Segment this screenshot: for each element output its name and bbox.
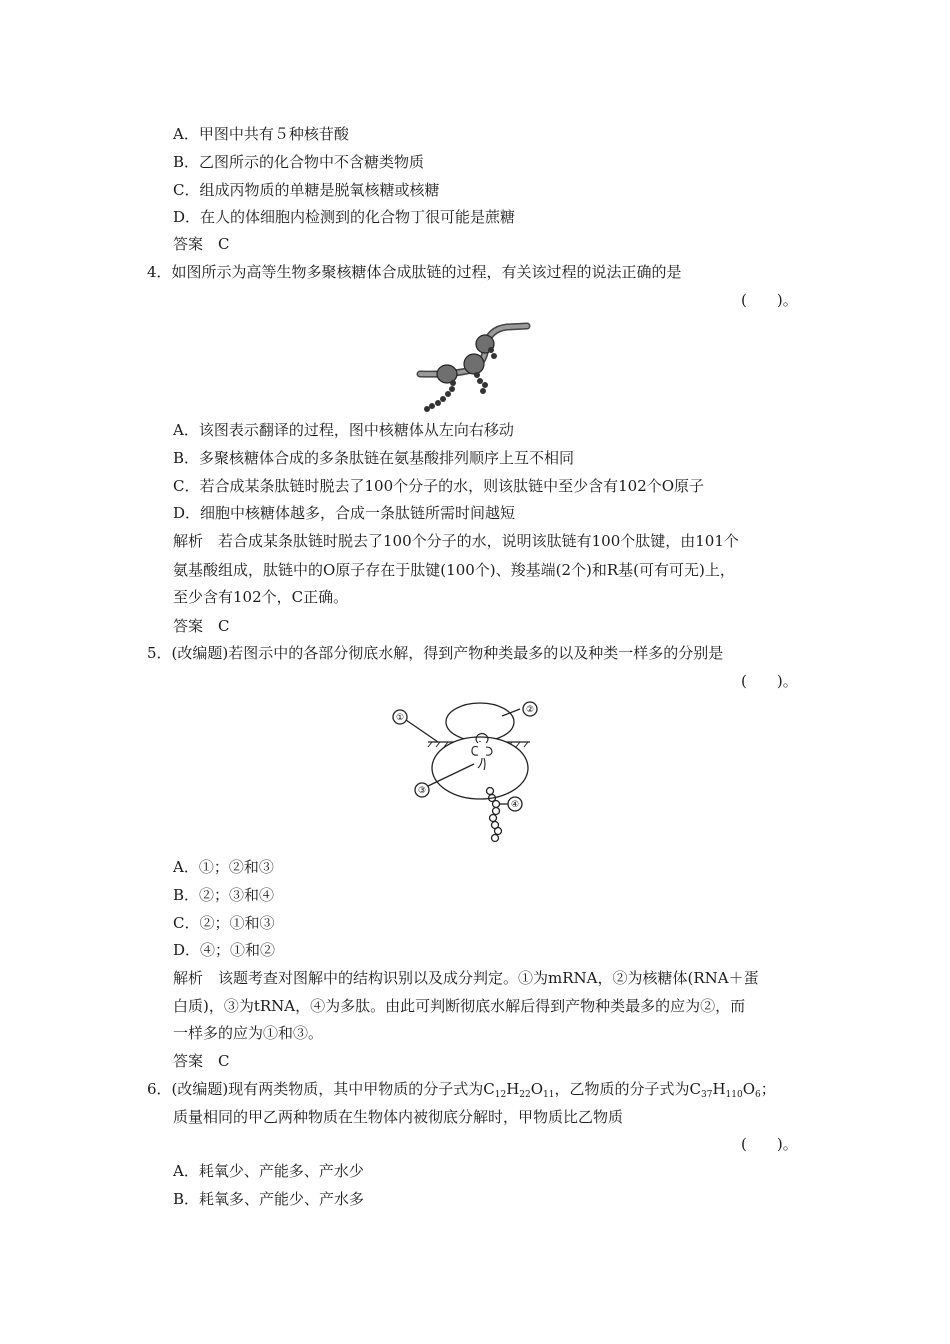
q5-option-d: D．④；①和② xyxy=(173,941,276,959)
q3-option-c: C．组成丙物质的单糖是脱氧核糖或核糖 xyxy=(173,181,440,199)
q3-option-d: D．在人的体细胞内检测到的化合物丁很可能是蔗糖 xyxy=(173,208,516,226)
q3-option-b: B．乙图所示的化合物中不含糖类物质 xyxy=(173,153,425,171)
q5-analysis-line-1: 解析 该题考查对图解中的结构识别以及成分判定。①为mRNA，②为核糖体(RNA＋蛋 xyxy=(173,969,759,987)
q4-answer-blank: ( )。 xyxy=(741,291,798,309)
q6-stem-b: ，乙物质的分子式为 xyxy=(554,1080,690,1098)
polyribosome-figure xyxy=(415,317,535,417)
q5-answer: 答案 C xyxy=(173,1052,230,1070)
q6-answer-blank: ( )。 xyxy=(741,1135,798,1153)
q4-option-b: B．多聚核糖体合成的多条肽链在氨基酸排列顺序上互不相同 xyxy=(173,449,575,467)
q6-stem-c: ； xyxy=(760,1080,776,1098)
q4-option-a: A．该图表示翻译的过程，图中核糖体从左向右移动 xyxy=(173,421,514,439)
q6-stem-line-2: 质量相同的甲乙两种物质在生物体内被彻底分解时，甲物质比乙物质 xyxy=(173,1108,624,1126)
q4-analysis-line-1: 解析 若合成某条肽链时脱去了100个分子的水，说明该肽链有100个肽键，由101个 xyxy=(173,532,739,550)
q4-stem: 4．如图所示为高等生物多聚核糖体合成肽链的过程，有关该过程的说法正确的是 xyxy=(147,263,682,281)
q5-option-a: A．①；②和③ xyxy=(173,858,274,876)
formula-yi: $C_{37}H_{110}O_6$ xyxy=(689,1080,761,1100)
ribosome-translation-figure xyxy=(392,700,552,850)
q6-stem-a: 6．(改编题)现有两类物质，其中甲物质的分子式为 xyxy=(147,1080,484,1098)
figure-label-1: ① xyxy=(395,713,405,723)
q3-answer: 答案 C xyxy=(173,235,230,253)
q5-option-c: C．②；①和③ xyxy=(173,914,275,932)
q5-answer-blank: ( )。 xyxy=(741,672,798,690)
figure-label-2: ② xyxy=(525,705,535,715)
figure-label-4: ④ xyxy=(510,800,520,810)
q5-analysis-line-2: 白质)，③为tRNA，④为多肽。由此可判断彻底水解后得到产物种类最多的应为②，而 xyxy=(173,997,746,1015)
q5-stem: 5．(改编题)若图示中的各部分彻底水解，得到产物种类最多的以及种类一样多的分别是 xyxy=(147,644,724,662)
q4-option-c: C．若合成某条肽链时脱去了100个分子的水，则该肽链中至少含有102个O原子 xyxy=(173,477,705,495)
q5-analysis-line-3: 一样多的应为①和③。 xyxy=(173,1024,324,1042)
q6-option-a: A．耗氧少、产能多、产水少 xyxy=(173,1162,364,1180)
q4-option-d: D．细胞中核糖体越多，合成一条肽链所需时间越短 xyxy=(173,504,516,522)
q6-stem-line-1 xyxy=(147,1079,776,1105)
figure-label-3: ③ xyxy=(417,786,427,796)
q4-analysis-line-2: 氨基酸组成，肽链中的O原子存在于肽键(100个)、羧基端(2个)和R基(可有可无)上， xyxy=(173,561,735,579)
q6-option-b: B．耗氧多、产能少、产水多 xyxy=(173,1190,365,1208)
q4-analysis-line-3: 至少含有102个，C正确。 xyxy=(173,588,349,606)
q3-option-a: A．甲图中共有５种核苷酸 xyxy=(173,125,349,143)
q4-answer: 答案 C xyxy=(173,617,230,635)
formula-jia: $C_{12}H_{22}O_{11}$ xyxy=(483,1080,555,1100)
q5-option-b: B．②；③和④ xyxy=(173,886,275,904)
